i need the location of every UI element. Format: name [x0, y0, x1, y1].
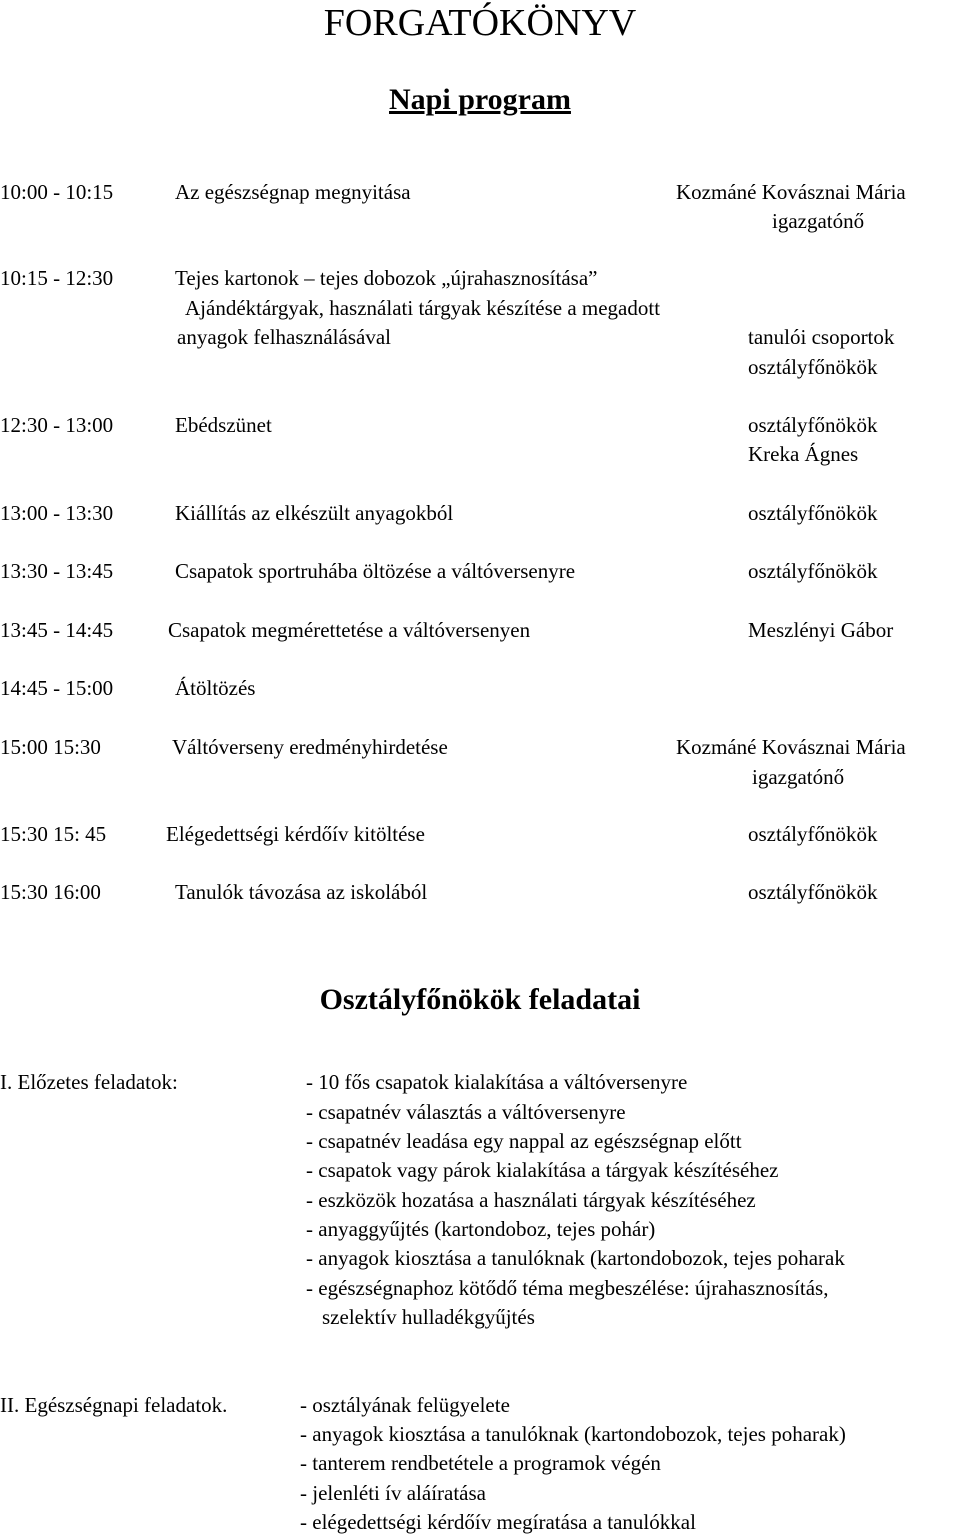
- schedule-activity: Kiállítás az elkészült anyagokból: [175, 501, 454, 525]
- schedule-activity: Az egészségnap megnyitása: [175, 180, 411, 204]
- schedule-heading: Napi program: [389, 83, 571, 116]
- task-item: - elégedettségi kérdőív megíratása a tanulókkal: [300, 1510, 696, 1534]
- schedule-activity: Csapatok sportruhába öltözése a váltóversenyre: [175, 559, 576, 583]
- task-item: - anyagok kiosztása a tanulóknak (kartondobozok, tejes poharak: [306, 1246, 845, 1270]
- day-tasks-label: II. Egészségnapi feladatok.: [0, 1393, 228, 1417]
- schedule-activity: Csapatok megmérettetése a váltóversenyen: [168, 618, 531, 642]
- schedule-responsible: tanulói csoportok: [748, 325, 895, 349]
- schedule-responsible: Kozmáné Kovásznai Mária: [676, 180, 906, 204]
- schedule-responsible-title: igazgatónő: [752, 765, 845, 789]
- task-item: - tanterem rendbetétele a programok végén: [300, 1451, 661, 1475]
- schedule-time: 15:00 15:30: [0, 735, 101, 759]
- task-item: - jelenléti ív aláíratása: [300, 1481, 486, 1505]
- schedule-responsible: osztályfőnökök: [748, 880, 878, 904]
- schedule-time: 13:45 - 14:45: [0, 618, 114, 642]
- schedule-activity: Ebédszünet: [175, 413, 272, 437]
- task-item: - csapatnév választás a váltóversenyre: [306, 1100, 626, 1124]
- schedule-time: 12:30 - 13:00: [0, 413, 114, 437]
- schedule-activity-line: anyagok felhasználásával: [177, 325, 391, 349]
- schedule-responsible: Kozmáné Kovásznai Mária: [676, 735, 906, 759]
- schedule-activity-line: Ajándéktárgyak, használati tárgyak készítése a megadott: [185, 296, 661, 320]
- task-item-continuation: szelektív hulladékgyűjtés: [322, 1305, 535, 1329]
- task-item: - 10 fős csapatok kialakítása a váltóversenyre: [306, 1070, 688, 1094]
- task-item: - csapatok vagy párok kialakítása a tárgyak készítéséhez: [306, 1158, 779, 1182]
- schedule-responsible: osztályfőnökök: [748, 822, 878, 846]
- schedule-time: 15:30 15: 45: [0, 822, 107, 846]
- document-title: FORGATÓKÖNYV: [323, 2, 637, 44]
- schedule-responsible-title: igazgatónő: [772, 209, 865, 233]
- schedule-time: 14:45 - 15:00: [0, 676, 114, 700]
- schedule-activity: Átöltözés: [175, 676, 256, 700]
- schedule-activity: Tejes kartonok – tejes dobozok „újrahasznosítása”: [175, 266, 598, 290]
- task-item: - eszközök hozatása a használati tárgyak készítéséhez: [306, 1188, 756, 1212]
- task-item: - anyagok kiosztása a tanulóknak (kartondobozok, tejes poharak): [300, 1422, 846, 1446]
- schedule-responsible: osztályfőnökök: [748, 355, 878, 379]
- section-heading: Osztályfőnökök feladatai: [319, 983, 641, 1016]
- schedule-responsible: osztályfőnökök: [748, 559, 878, 583]
- schedule-activity: Váltóverseny eredményhirdetése: [172, 735, 448, 759]
- pre-tasks-label: I. Előzetes feladatok:: [0, 1070, 178, 1094]
- schedule-activity: Elégedettségi kérdőív kitöltése: [166, 822, 425, 846]
- schedule-responsible: osztályfőnökök: [748, 501, 878, 525]
- task-item: - egészségnaphoz kötődő téma megbeszélése: újrahasznosítás,: [306, 1276, 829, 1300]
- schedule-responsible: osztályfőnökök: [748, 413, 878, 437]
- schedule-responsible: Meszlényi Gábor: [748, 618, 894, 642]
- schedule-responsible: Kreka Ágnes: [748, 442, 859, 466]
- task-item: - anyaggyűjtés (kartondoboz, tejes pohár): [306, 1217, 656, 1241]
- schedule-time: 13:30 - 13:45: [0, 559, 114, 583]
- task-item: - osztályának felügyelete: [300, 1393, 510, 1417]
- schedule-time: 10:00 - 10:15: [0, 180, 114, 204]
- schedule-time: 15:30 16:00: [0, 880, 101, 904]
- task-item: - csapatnév leadása egy nappal az egészségnap előtt: [306, 1129, 742, 1153]
- schedule-time: 10:15 - 12:30: [0, 266, 114, 290]
- schedule-time: 13:00 - 13:30: [0, 501, 114, 525]
- schedule-activity: Tanulók távozása az iskolából: [175, 880, 428, 904]
